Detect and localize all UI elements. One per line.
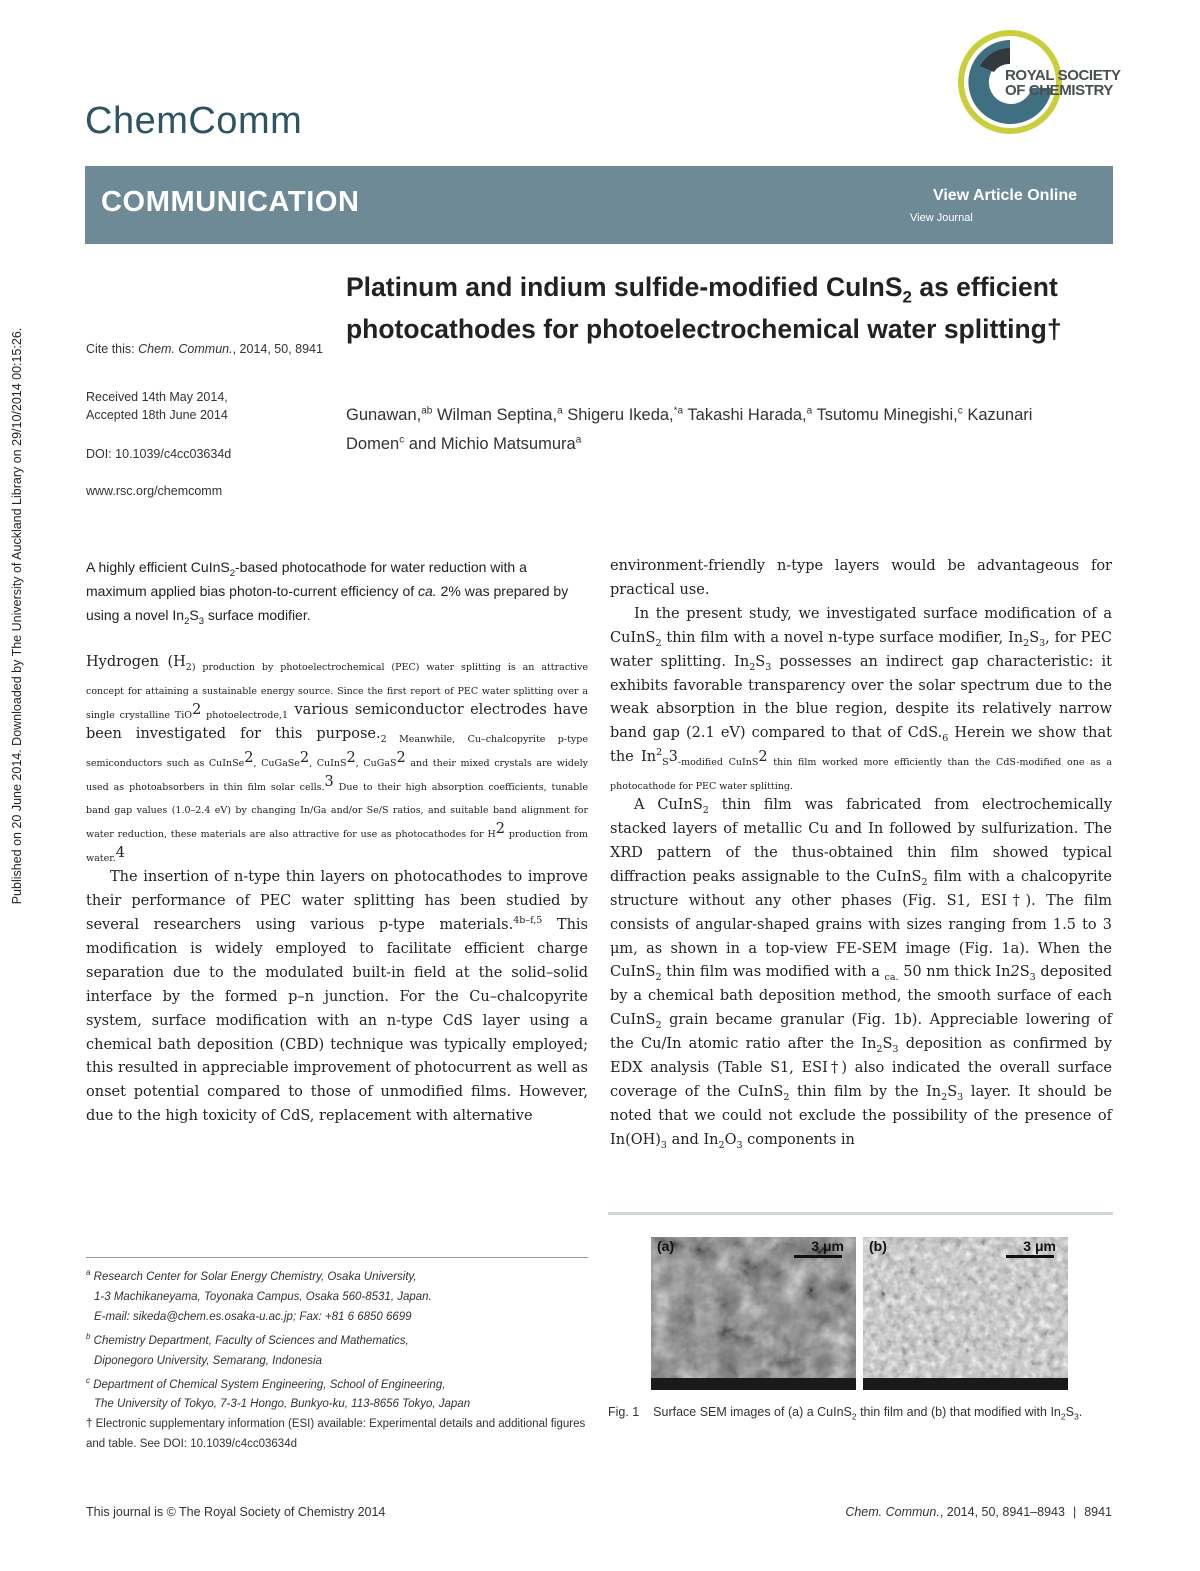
figure-caption: Fig. 1 Surface SEM images of (a) a CuInS$_2$ thin film and (b) that modified with $In_2S_3$. [608,1405,1083,1422]
panel-b-scale-bar [1006,1255,1054,1258]
author-name: Kazunari Domen$^c$ [346,405,1033,453]
body-left-column [86,651,588,1129]
affiliation-c: $^c$ Department of Chemical System Engineering, School of Engineering, The University of Tokyo, 7-3-1 Hongo, Bunkyo-ku, 113-8656 Tokyo, Japan [86,1375,471,1411]
footer-citation: Chem. Commun., 2014, 50, 8941–8943 | 8941 [845,1505,1112,1519]
journal-url[interactable]: www.rsc.org/chemcomm [86,484,223,498]
figure-divider [608,1212,1113,1215]
affiliation-b: $^b$ Chemistry Department, Faculty of Sciences and Mathematics, Diponegoro University, Semarang, Indonesia [86,1331,409,1367]
footnotes [86,1263,591,1454]
citation-info: Cite this: Chem. Commun., 2014, 50, 8941 [86,342,323,356]
download-stamp [5,272,29,960]
author-name: Shigeru Ikeda,$^{*a}$ [567,405,684,424]
body-paragraph: A CuInS$_2$ thin film was fabricated from electrochemically stacked layers of metallic Cu and In followed by sulfurization. The XRD pattern of the thus-obtained thin film showed typical diffraction peaks assignable to the CuInS$_2$ film with a chalcopyrite structure without any other phases (Fig. S1, ESI†). The film consists of angular-shaped grains with sizes ranging from 1.5 to 3 μm, as shown in a top-view FE-SEM image (Fig. 1a). When the CuInS$_2$ thin film was modified with a $_{ca.}$ 50 nm thick $In2S_3$ deposited by a chemical bath deposition method, the smooth surface of each CuInS$_2$ grain became granular (Fig. 1b). Appreciable lowering of the Cu/In atomic ratio after the $In_2S_3$ deposition as confirmed by EDX analysis (Table S1, ESI†) also indicated the overall surface coverage of the CuInS$_2$ thin film by the $In_2S_3$ layer. It should be noted that we could not exclude the possibility of the presence of $In(OH)_3$ and $In_2O_3$ components in [610,797,1113,1151]
sem-image-b [863,1237,1068,1390]
body-paragraph: The insertion of n-type thin layers on photocathodes to improve their performance of PEC water splitting has been studied by several researchers using various p-type materials.$^{4b-f,5}$ This modification is widely employed to facilitate efficient charge separation due to the modulated built-in field at the solid–solid interface by the formed p–n junction. For the Cu–chalcopyrite system, surface modification with an n-type CdS layer using a chemical bath deposition (CBD) technique was typically employed; this resulted in appreciable improvement of photocurrent as well as onset potential compared to those of unmodified films. However, due to the high toxicity of CdS, replacement with alternative [86,869,588,1125]
footer-copyright: This journal is © The Royal Society of Chemistry 2014 [86,1505,386,1519]
article-type: COMMUNICATION [101,186,360,218]
author-name: Gunawan,$^{ab}$ [346,405,433,424]
panel-a-label: (a) [657,1238,675,1254]
panel-b-scale-label: 3 μm [1023,1238,1056,1254]
doi[interactable]: DOI: 10.1039/c4cc03634d [86,447,232,461]
author-name: Takashi Harada,$^a$ [687,405,813,424]
rsc-logo [950,26,1130,146]
page-number: 8941 [1084,1505,1112,1519]
article-type-banner [85,166,1113,244]
panel-a-scale-label: 3 μm [811,1238,844,1254]
sem-image-a [651,1237,856,1390]
author-name: and Michio Matsumura$^a$ [408,434,582,453]
author-list [346,398,1086,457]
author-name: Wilman Septina,$^a$ [436,405,563,424]
accepted-date: Accepted 18th June 2014 [86,408,228,422]
download-stamp-text: Published on 20 June 2014. Downloaded by The University of Auckland Library on 29/10/2014 00:15:26. [10,327,24,905]
figure-caption-label: Fig. 1 [608,1405,640,1419]
sem-image-b-texture [863,1237,1068,1390]
body-right-column [610,555,1112,1153]
panel-a-scale-bar [794,1255,842,1258]
article-title: Platinum and indium sulfide-modified CuInS$_2$ as efficient photocathodes for photoelectrochemical water splitting† [346,272,1062,345]
dates [86,388,326,424]
rsc-logo-line1: ROYAL SOCIETY [1005,67,1121,84]
view-journal-link[interactable]: View Journal [910,212,973,224]
esi-note: † Electronic supplementary information (ESI) available: Experimental details and additional figures and table. See DOI: 10.1039/c4cc03634d [86,1418,586,1451]
corresponding-email[interactable]: E-mail: sikeda@chem.es.osaka-u.ac.jp; Fax: +81 6 6850 6699 [94,1310,412,1323]
body-paragraph: In the present study, we investigated surface modification of a CuInS$_2$ thin film with a novel n-type surface modifier, $In_2S_3$, for PEC water splitting. $In_2S_3$ possesses an indirect gap characteristic: it exhibits favorable transparency over the solar spectrum due to the weak absorption in the blue region, despite its relatively narrow band gap (2.1 eV) compared to that of $CdS._6$ Herein we show that the $In^2_S3_{-modified CuInS}2$ $_{thin film worked more efficiently than the CdS-modified one as a photocathode for PEC water splitting.}$ [610,605,1112,793]
cite-journal: Chem. Commun. [138,342,233,356]
panel-b-label: (b) [869,1238,887,1254]
sem-image-a-texture [651,1237,856,1390]
body-paragraph: Hydrogen ($H_{2) production by photoelectrochemical (PEC) water splitting is an attractive concept for attaining a sustainable energy source. Since the first report of PEC water splitting over a single crystalline TiO}2$ $_{photoelectrode,1}$ various semiconductor electrodes have been investigated for this $purpose._2$ $_{Meanwhile, Cu-chalcopyrite p-type semiconductors such as CuInSe}2_{, CuGaSe}2_{, CuInS}2_{, CuGaS}2$ $_{and their mixed crystals are widely used as photoabsorbers in thin film solar cells.}$3 $_{Due to their high absorption coefficients, tunable band gap values (1.0-2.4 eV) by changing In/Ga and/or Se/S ratios, and suitable band alignment for water reduction, these materials are also attractive for use as photocathodes for H}$2 $_{production from water.}$4 [86,654,589,865]
received-date: Received 14th May 2014, [86,390,228,404]
author-name: Tsutomu Minegishi,$^c$ [816,405,963,424]
view-article-online-link[interactable]: View Article Online [932,187,1077,204]
footnote-divider [86,1257,588,1258]
affiliation-a: $^a$ Research Center for Solar Energy Chemistry, Osaka University, 1-3 Machikaneyama, Toyonaka Campus, Osaka 560-8531, Japan. E-mail: sikeda@chem.es.osaka-u.ac.jp; Fax: +81 6 6850 6699 [86,1263,591,1327]
rsc-logo-line2: OF CHEMISTRY [1005,82,1113,99]
journal-name: ChemComm [85,100,303,142]
body-paragraph: environment-friendly n-type layers would be advantageous for practical use. [610,558,1112,598]
abstract: A highly efficient CuInS$_2$-based photocathode for water reduction with a maximum applied bias photon-to-current efficiency of ca. 2% was prepared by using a novel $In_2S_3$ surface modifier. [86,559,569,627]
